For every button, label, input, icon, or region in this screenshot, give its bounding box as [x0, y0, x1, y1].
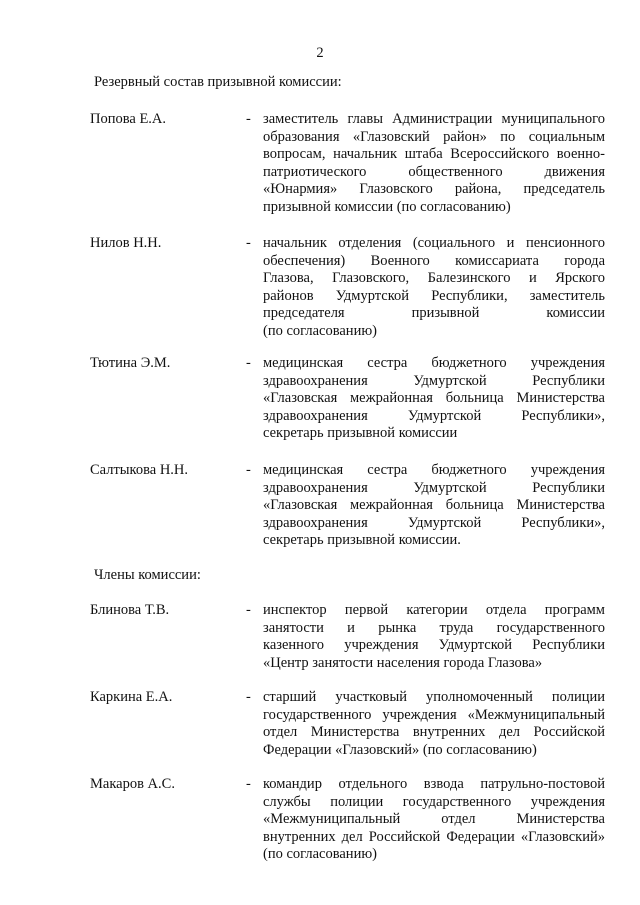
member-description — [263, 355, 605, 443]
description-line: «Глазовская межрайонная больница Министерства — [263, 497, 605, 514]
member-description — [263, 462, 605, 550]
member-name: Салтыкова Н.Н. — [90, 462, 189, 478]
description-line: командир отдельного взвода патрульно-постовой — [263, 776, 605, 792]
description-line: здравоохранения Удмуртской Республики — [263, 372, 605, 389]
description-line: государственного учреждения «Межмуниципальный — [263, 706, 605, 723]
member-description — [263, 235, 605, 341]
members-section-heading: Члены комиссии: — [94, 567, 201, 583]
dash-separator: - — [246, 235, 251, 251]
description-line: секретарь призывной комиссии. — [263, 532, 461, 549]
reserve-section-heading: Резервный состав призывной комиссии: — [94, 74, 342, 90]
member-name: Каркина Е.А. — [90, 689, 173, 705]
description-line: (по согласованию) — [263, 322, 377, 339]
description-line: медицинская сестра бюджетного учреждения — [263, 355, 605, 371]
member-description — [263, 602, 605, 672]
description-line: казенного учреждения Удмуртской Республики — [263, 637, 605, 654]
description-line: призывной комиссии (по согласованию) — [263, 198, 511, 215]
member-description — [263, 689, 605, 759]
description-line: «Глазовская межрайонная больница Министерства — [263, 390, 605, 407]
description-line: вопросам, начальник штаба Всероссийского военно- — [263, 146, 605, 163]
description-line: «Центр занятости населения города Глазова» — [263, 654, 543, 671]
dash-separator: - — [246, 689, 251, 705]
description-line: «Межмуниципальный отдел Министерства — [263, 811, 605, 828]
description-line: отдел Министерства внутренних дел Российской — [263, 724, 605, 741]
page-number: 2 — [316, 45, 324, 61]
description-line: Глазова, Глазовского, Балезинского и Ярского — [263, 270, 605, 287]
member-name: Тютина Э.М. — [90, 355, 171, 371]
description-line: Федерации «Глазовский» (по согласованию) — [263, 741, 537, 758]
description-line: здравоохранения Удмуртской Республики — [263, 479, 605, 496]
description-line: начальник отделения (социального и пенсионного — [263, 235, 605, 251]
dash-separator: - — [246, 355, 251, 371]
member-description — [263, 776, 605, 864]
member-name: Макаров А.С. — [90, 776, 175, 792]
member-name: Блинова Т.В. — [90, 602, 170, 618]
description-line: (по согласованию) — [263, 846, 377, 863]
description-line: обеспечения) Военного комиссариата города — [263, 252, 605, 269]
dash-separator: - — [246, 462, 251, 478]
description-line: занятости и рынка труда государственного — [263, 619, 605, 636]
description-line: районов Удмуртской Республики, заместитель — [263, 287, 605, 304]
member-name: Попова Е.А. — [90, 111, 167, 127]
description-line: здравоохранения Удмуртской Республики», — [263, 407, 605, 424]
description-line: старший участковый уполномоченный полиции — [263, 689, 605, 705]
dash-separator: - — [246, 602, 251, 618]
dash-separator: - — [246, 776, 251, 792]
description-line: секретарь призывной комиссии — [263, 425, 458, 442]
description-line: заместитель главы Администрации муниципального — [263, 111, 605, 127]
description-line: председателя призывной комиссии — [263, 305, 605, 322]
dash-separator: - — [246, 111, 251, 127]
description-line: инспектор первой категории отдела программ — [263, 602, 605, 618]
description-line: внутренних дел Российской Федерации «Глазовский» — [263, 828, 605, 845]
description-line: патриотического общественного движения — [263, 163, 605, 180]
description-line: образования «Глазовский район» по социальным — [263, 128, 605, 145]
member-name: Нилов Н.Н. — [90, 235, 162, 251]
description-line: «Юнармия» Глазовского района, председатель — [263, 181, 605, 198]
description-line: службы полиции государственного учреждения — [263, 793, 605, 810]
description-line: здравоохранения Удмуртской Республики», — [263, 514, 605, 531]
member-description — [263, 111, 605, 217]
description-line: медицинская сестра бюджетного учреждения — [263, 462, 605, 478]
